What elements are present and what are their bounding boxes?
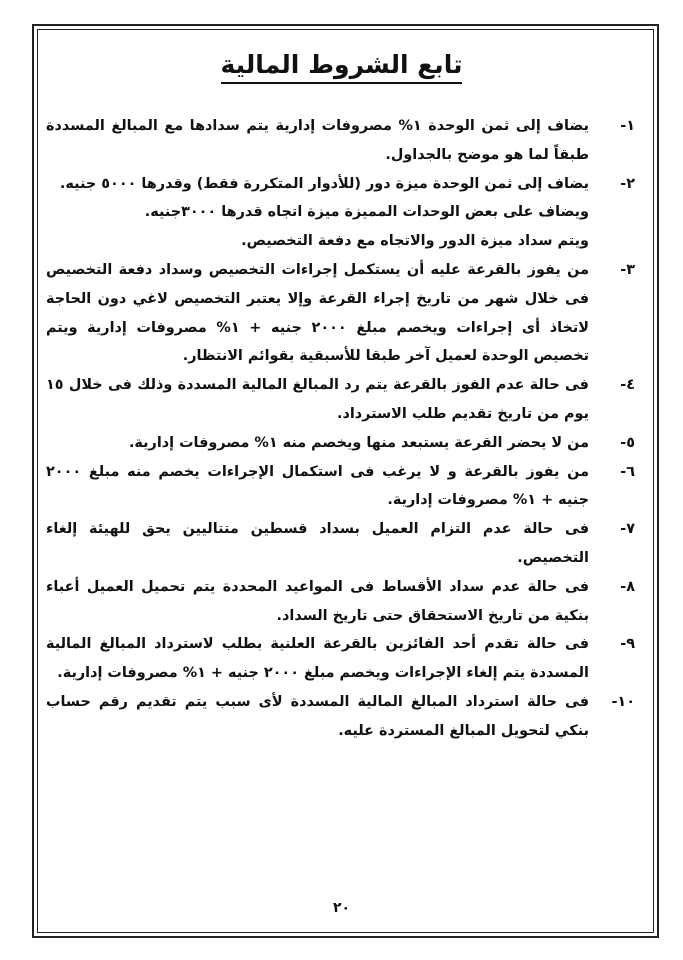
item-text [46,170,589,256]
item-number: ١٠- [611,693,635,710]
item-number: ٩- [620,636,635,653]
item-text [46,515,589,573]
list-item [46,112,635,170]
item-number: ٨- [620,578,635,595]
item-number: ٤- [620,377,635,394]
item-text [46,256,589,371]
item-line: ويضاف على بعض الوحدات المميزة ميزة اتجاه قدرها ٣٠٠٠جنيه. [144,204,589,221]
item-line: من لا يحضر القرعة يستبعد منها ويخصم منه ١% مصروفات إدارية. [128,434,589,451]
item-text [46,112,589,170]
item-text [46,630,589,688]
item-line: من يفوز بالقرعة و لا يرغب فى استكمال الإجراءات يخصم منه مبلغ ٢٠٠٠ جنيه + ١% مصروفات إدارية. [46,463,589,509]
list-item [46,429,635,458]
item-number: ٦- [620,463,635,480]
item-line: ويتم سداد ميزة الدور والاتجاه مع دفعة التخصيص. [241,233,589,250]
item-line: فى حالة تقدم أحد الفائزين بالقرعة العلنية بطلب لاسترداد المبالغ المالية المسددة يتم إلغاء الإجراءات ويخصم مبلغ ٢٠٠٠ جنيه + ١% مصروفات إدارية. [46,636,589,682]
page-number: ٢٠ [332,900,351,916]
item-line: فى حالة عدم الفوز بالقرعة يتم رد المبالغ المالية المسددة وذلك فى خلال ١٥ يوم من تاريخ تقديم طلب الاسترداد. [46,377,589,422]
list-item [46,371,635,429]
item-text [46,371,589,429]
page-title: تابع الشروط المالية [221,50,463,84]
item-text [46,429,589,458]
item-number: ١- [620,118,635,134]
item-number: ٣- [620,261,635,278]
list-item [46,458,635,516]
list-item [46,688,635,746]
list-item [46,256,635,371]
item-line: يضاف إلى ثمن الوحدة ميزة دور (للأدوار المتكررة فقط) وقدرها ٥٠٠٠ جنيه. [59,175,589,192]
item-text [46,688,589,746]
page-title-wrap [0,50,683,84]
item-line: يضاف إلى ثمن الوحدة ١% مصروفات إدارية يتم سدادها مع المبالغ المسددة طبقاً لما هو موضح بالجداول. [46,118,589,163]
list-item [46,630,635,688]
item-line: فى حالة استرداد المبالغ المالية المسددة لأى سبب يتم تقديم رقم حساب بنكي لتحويل المبالغ المستردة عليه. [46,693,589,739]
item-text [46,458,589,516]
item-line: من يفوز بالقرعة عليه أن يستكمل إجراءات التخصيص وسداد دفعة التخصيص فى خلال شهر من تاريخ إجراء القرعة وإلا يعتبر التخصيص لاغي دون الحاجة لاتخاذ أى إجراءات ويخصم مبلغ ٢٠٠٠ جنيه + ١% مصروفات إدارية ويتم تخصيص الوحدة لعميل آخر طبقا للأسبقية بقوائم الانتظار. [46,261,589,365]
list-item [46,573,635,631]
item-number: ٥- [620,434,635,451]
item-text [46,573,589,631]
list-item [46,170,635,256]
conditions-list [46,112,635,746]
item-number: ٢- [620,175,635,192]
item-line: فى حالة عدم التزام العميل بسداد قسطين متتاليين يحق للهيئة إلغاء التخصيص. [46,521,589,566]
item-number: ٧- [620,521,635,538]
item-line: فى حالة عدم سداد الأقساط فى المواعيد المحددة يتم تحميل العميل أعباء بنكية من تاريخ الاستحقاق حتى تاريخ السداد. [46,578,589,624]
list-item [46,515,635,573]
